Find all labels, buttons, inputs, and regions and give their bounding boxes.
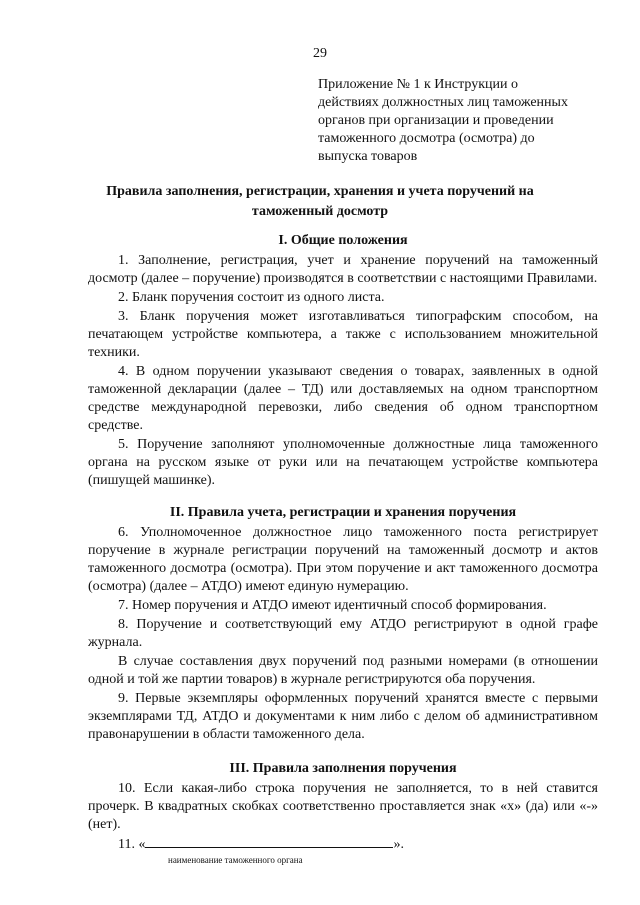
paragraph-3: 3. Бланк поручения может изготавливаться типографским способом, на печатающем устройстве компьютера, а также с использованием множительной техники. bbox=[88, 309, 598, 360]
section-heading-filling: III. Правила заполнения поручения bbox=[229, 761, 457, 776]
appendix-line: выпуска товаров bbox=[318, 149, 418, 164]
paragraph-7: 7. Номер поручения и АТДО имеют идентичный способ формирования. bbox=[118, 598, 547, 613]
paragraph-2: 2. Бланк поручения состоит из одного листа. bbox=[118, 290, 385, 305]
section-heading-general: I. Общие положения bbox=[278, 233, 408, 248]
blank-caption: наименование таможенного органа bbox=[168, 855, 303, 865]
paragraph-10: 10. Если какая-либо строка поручения не заполняется, то в ней ставится прочерк. В квадратных скобках соответственно проставляется знак «х» (да) или «-» (нет). bbox=[88, 781, 598, 832]
paragraph-8: 8. Поручение и соответствующий ему АТДО регистрируют в одной графе журнала. bbox=[88, 617, 598, 650]
paragraph-8-continued: В случае составления двух поручений под разными номерами (в отношении одной и той же партии товаров) в журнале регистрируются оба поручения. bbox=[88, 654, 598, 687]
paragraph-6: 6. Уполномоченное должностное лицо таможенного поста регистрирует поручение в журнале регистрации поручений на таможенный досмотр и актов таможенного досмотра (осмотра). При этом поручение и акт таможенного досмотра (осмотра) (далее – АТДО) имеют единую нумерацию. bbox=[88, 525, 598, 594]
paragraph-4: 4. В одном поручении указывают сведения о товарах, заявленных в одной таможенной декларации (далее – ТД) или доставляемых на одном транспортном средстве международной перевозки, либо сведения об одном транспортном средстве. bbox=[88, 364, 598, 433]
paragraph-9: 9. Первые экземпляры оформленных поручений хранятся вместе с первыми экземплярами ТД, АТДО и документами к ним либо с делом об административном правонарушении в области таможенного дела. bbox=[88, 691, 598, 742]
appendix-line: Приложение № 1 к Инструкции о bbox=[318, 77, 518, 92]
paragraph-1: 1. Заполнение, регистрация, учет и хранение поручений на таможенный досмотр (далее – поручение) производятся в соответствии с настоящими Правилами. bbox=[88, 253, 598, 286]
appendix-line: действиях должностных лиц таможенных bbox=[318, 95, 568, 110]
appendix-reference bbox=[318, 76, 618, 166]
item11-suffix: ». bbox=[393, 837, 404, 852]
document-title: Правила заполнения, регистрации, хранения и учета поручений на таможенный досмотр bbox=[106, 184, 534, 219]
customs-authority-name-blank bbox=[145, 835, 393, 848]
section-heading-registration: II. Правила учета, регистрации и хранения поручения bbox=[169, 505, 517, 520]
item11-prefix: 11. « bbox=[118, 837, 146, 852]
appendix-line: органов при организации и проведении bbox=[318, 113, 554, 128]
paragraph-5: 5. Поручение заполняют уполномоченные должностные лица таможенного органа на русском языке от руки или на печатающем устройстве компьютера (пишущей машинке). bbox=[88, 437, 598, 488]
appendix-line: таможенного досмотра (осмотра) до bbox=[318, 131, 535, 146]
document-body bbox=[88, 232, 598, 866]
paragraph-11 bbox=[88, 835, 598, 854]
page-number: 29 bbox=[313, 46, 327, 61]
